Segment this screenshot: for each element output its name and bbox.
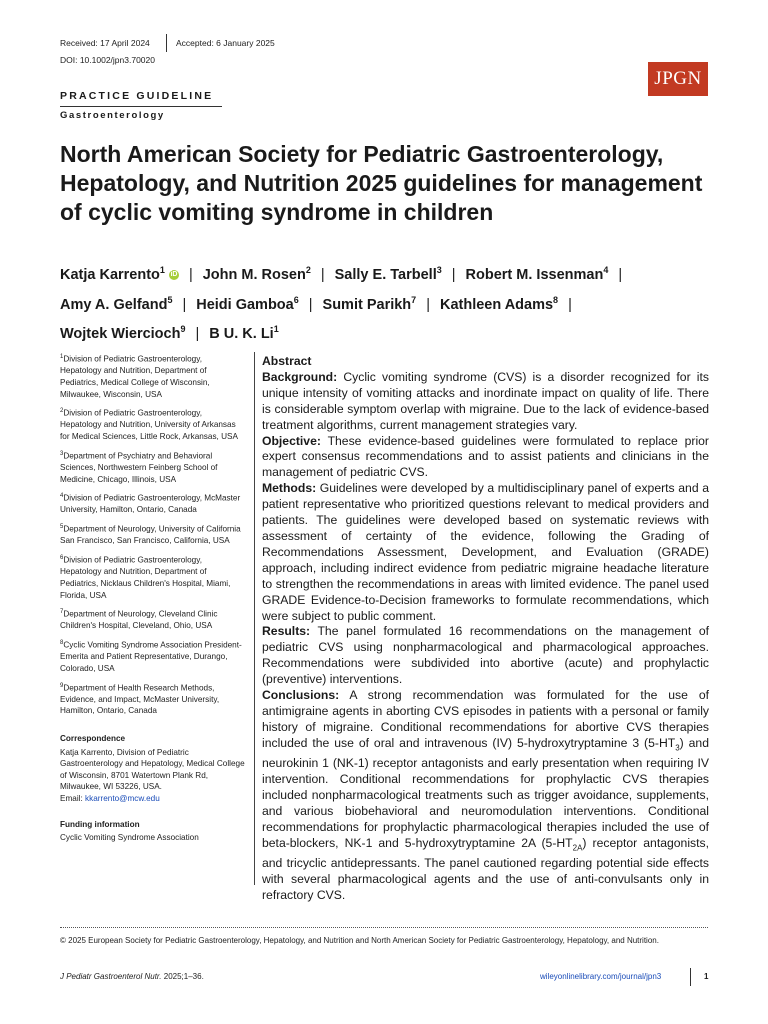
- accepted-date: Accepted: 6 January 2025: [176, 38, 275, 48]
- author[interactable]: John M. Rosen$^2$: [202, 265, 311, 283]
- affiliation: $^8$Cyclic Vomiting Syndrome Association President-Emerita and Patient Representative, Durango, Colorado, USA: [60, 640, 242, 673]
- footer-divider: [60, 927, 708, 928]
- abstract-objective: Objective: These evidence-based guidelines were formulated to replace prior expert consensus recommendations and to assist patients and clinicians in the management of pediatric CVS.: [262, 433, 709, 480]
- author-separator: |: [308, 296, 313, 313]
- affiliation: $^7$Department of Neurology, Cleveland Clinic Children's Hospital, Cleveland, Ohio, USA: [60, 609, 218, 631]
- copyright-notice: © 2025 European Society for Pediatric Gastroenterology, Hepatology, and Nutrition and North American Society for Pediatric Gastroenterology, Hepatology, and Nutrition.: [60, 936, 659, 945]
- author[interactable]: Wojtek Wiercioch$^9$: [60, 324, 186, 343]
- article-title: North American Society for Pediatric Gastroenterology, Hepatology, and Nutrition 2025 guidelines for management of cyclic vomiting syndrome in children: [60, 141, 703, 225]
- author-separator: |: [426, 296, 430, 313]
- article-subject: Gastroenterology: [60, 110, 165, 121]
- author-separator: |: [320, 266, 325, 283]
- author-separator: |: [188, 266, 193, 283]
- affiliation: $^4$Division of Pediatric Gastroenterology, McMaster University, Hamilton, Ontario, Canada: [60, 493, 241, 515]
- correspondence-heading: Correspondence: [60, 734, 126, 744]
- author-separator: |: [618, 266, 623, 283]
- orcid-icon[interactable]: iD: [170, 270, 178, 278]
- received-date: Received: 17 April 2024: [60, 38, 150, 48]
- article-type-rule: [60, 106, 222, 107]
- abstract: [262, 354, 709, 904]
- journal-logo[interactable]: JPGN: [648, 62, 708, 96]
- journal-url[interactable]: wileyonlinelibrary.com/journal/jpn3: [540, 972, 662, 981]
- correspondence-text: Katja Karrento, Division of Pediatric Gastroenterology and Hepatology, Medical College of Wisconsin, 8701 Watertown Plank Rd, Milwaukee, WI 53226, USA. Email: kkarrento@mcw.edu: [60, 747, 245, 804]
- author-list: [60, 258, 730, 347]
- author[interactable]: B U. K. Li$^1$: [209, 324, 279, 343]
- author[interactable]: Katja Karrento$^1$ iD: [60, 265, 178, 283]
- abstract-heading: Abstract: [262, 354, 312, 368]
- page-number: 1: [704, 972, 709, 981]
- footer-page-divider: [690, 968, 691, 986]
- abstract-methods: Methods: Guidelines were developed by a multidisciplinary panel of experts and a patient representative who prioritized questions relevant to medical providers and patients. The guidelines were developed based on systematic reviews with assessment of certainty of the evidence, following the Grading of Recommendations Assessment, Development, and Evaluation (GRADE) approach, including indirect evidence from pediatric migraine headache literature to strengthen the recommendations in areas with limited evidence. The panel used GRADE Evidence-to-Decision frameworks to formulate recommendations, which were subject to public comment.: [262, 481, 709, 623]
- affiliation: $^5$Department of Neurology, University of California San Francisco, San Francisco, California, USA: [60, 524, 241, 546]
- author[interactable]: Kathleen Adams$^8$: [439, 294, 559, 313]
- author-separator: |: [568, 296, 572, 313]
- affiliation: $^2$Division of Pediatric Gastroenterology, Hepatology and Nutrition, University of Arkansas for Medical Sciences, Little Rock, Arkansas, USA: [60, 408, 238, 442]
- affiliation: $^1$Division of Pediatric Gastroenterology, Hepatology and Nutrition, Department of Pediatrics, Medical College of Wisconsin, Milwaukee, Wisconsin, USA: [60, 354, 210, 399]
- author-separator: |: [195, 326, 200, 343]
- citation: J Pediatr Gastroenterol Nutr. 2025;1–36.: [60, 972, 204, 981]
- affiliation: $^6$Division of Pediatric Gastroenterology, Hepatology and Nutrition, Department of Pediatrics, Nicklaus Children's Hospital, Miami, Florida, USA: [60, 554, 231, 600]
- author[interactable]: Heidi Gamboa$^6$: [196, 294, 299, 313]
- abstract-results: Results: The panel formulated 16 recommendations on the management of pediatric CVS using nonpharmacological and pharmacological approaches. Recommendations were subdivided into abortive (acute) and prophylactic (preventive) interventions.: [262, 624, 709, 687]
- author[interactable]: Amy A. Gelfand$^5$: [60, 294, 173, 313]
- affiliation: $^9$Department of Health Research Methods, Evidence, and Impact, McMaster University, Hamilton, Ontario, Canada: [60, 682, 220, 716]
- author[interactable]: Robert M. Issenman$^4$: [465, 265, 609, 283]
- header-divider: [166, 34, 167, 52]
- author-separator: |: [182, 296, 187, 313]
- affiliations-column: [60, 352, 245, 844]
- doi[interactable]: DOI: 10.1002/jpn3.70020: [60, 55, 155, 65]
- article-type: PRACTICE GUIDELINE: [60, 90, 214, 102]
- author[interactable]: Sumit Parikh$^7$: [322, 294, 417, 313]
- correspondence-email[interactable]: kkarrento@mcw.edu: [85, 794, 160, 804]
- column-divider: [254, 352, 255, 885]
- abstract-conclusions: Conclusions: A strong recommendation was formulated for the use of antimigraine agents in aborting CVS episodes in patients with a personal or family history of migraine. Conditional recommendations for abortive CVS therapies included the use of oral and intravenous (IV) 5-hydroxytryptamine 3 $(5-HT_3)$ and neurokinin 1 (NK-1) receptor antagonists and early presentation when requiring IV intervention. Conditional recommendations for prophylactic CVS therapies included nonpharmacological treatments such as trigger avoidance, supplements, and various biobehavioral and neuromodulation interventions. Conditional recommendations for prophylactic pharmacological therapies included the use of beta-blockers, NK-1 and 5-hydroxytryptamine 2A $(5-HT_{2A})$ receptor antagonists, and tricyclic antidepressants. The panel cautioned regarding potential side effects with several pharmacological agents and the use of anti-convulsants only in refractory CVS.: [262, 688, 709, 902]
- affiliation: $^3$Department of Psychiatry and Behavioral Sciences, Northwestern Feinberg School of Medicine, Chicago, Illinois, USA: [60, 450, 218, 484]
- author-separator: |: [451, 266, 456, 283]
- funding-text: Cyclic Vomiting Syndrome Association: [60, 833, 199, 843]
- author[interactable]: Sally E. Tarbell$^3$: [334, 265, 442, 283]
- abstract-background: Background: Cyclic vomiting syndrome (CVS) is a disorder recognized for its unique intensity of vomiting attacks and inordinate impact on quality of life. There is considerable symptom overlap with migraine. Due to the lack of evidence-based treatment algorithms, current management strategies vary.: [262, 369, 709, 432]
- funding-heading: Funding information: [60, 819, 140, 829]
